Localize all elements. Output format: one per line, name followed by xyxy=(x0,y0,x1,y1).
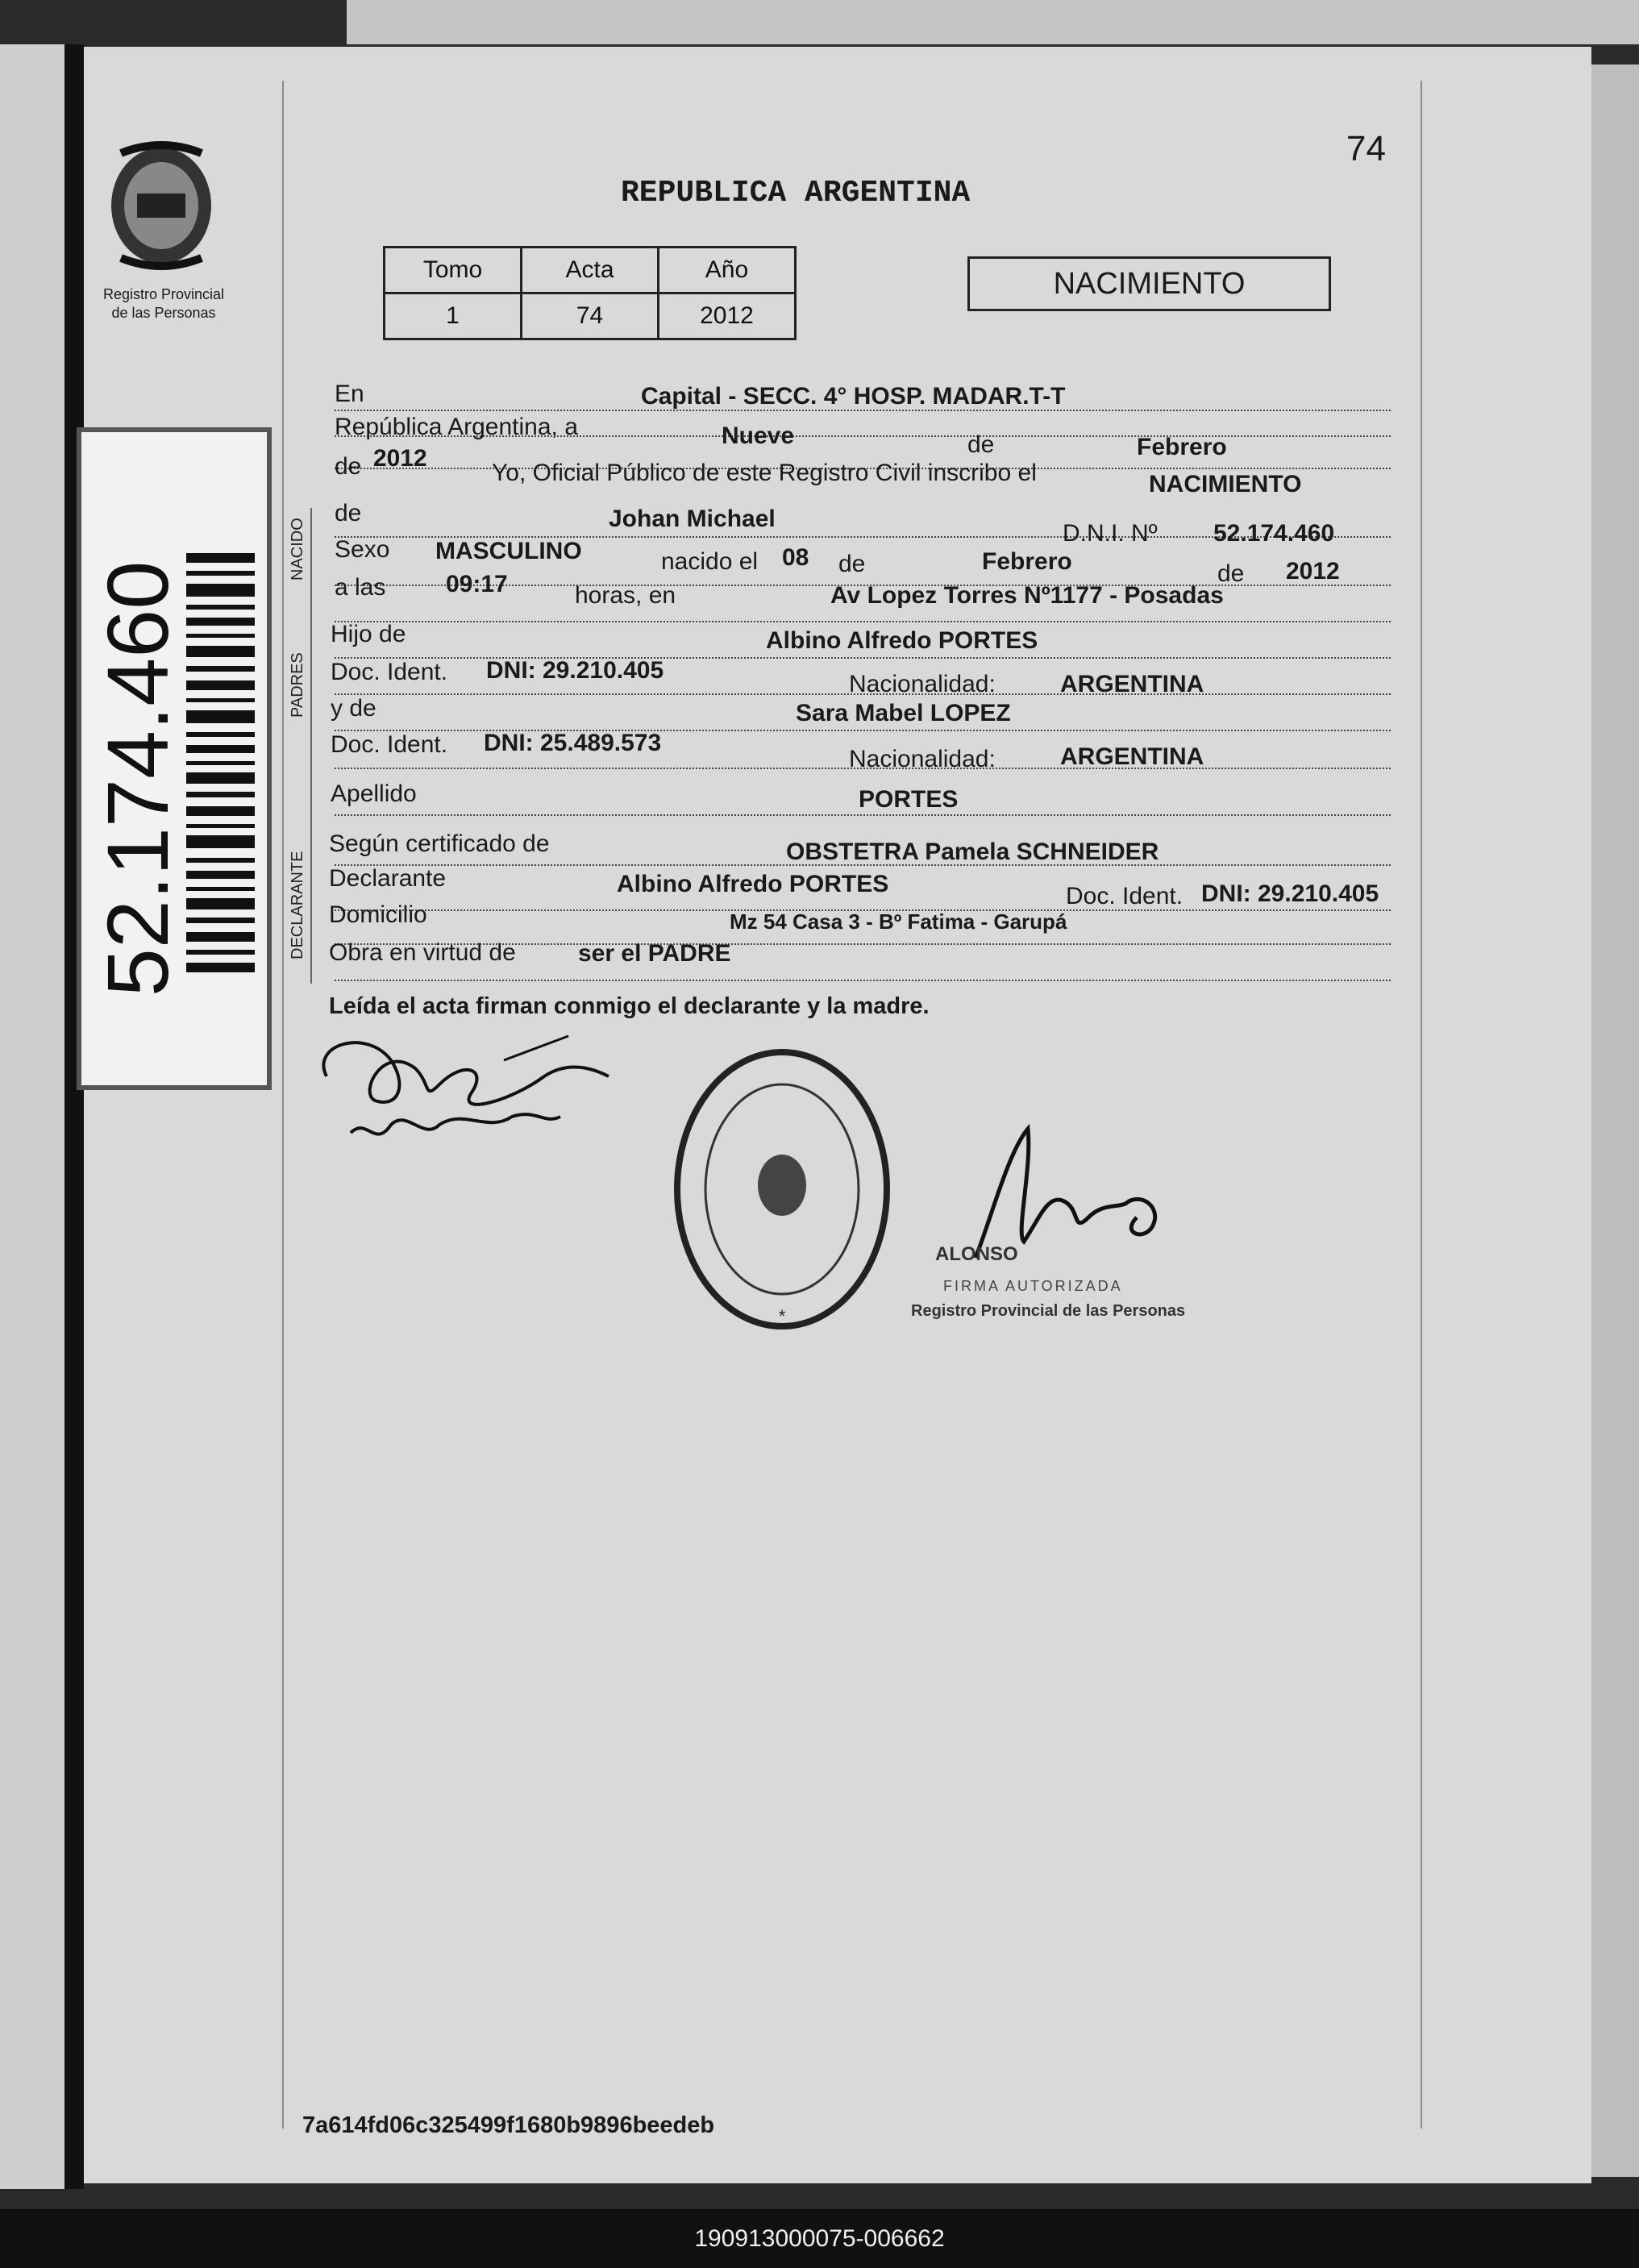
yde-label: y de xyxy=(331,695,376,722)
closing-statement: Leída el acta firman conmigo el declarante y la madre. xyxy=(329,993,930,1019)
cert-value: OBSTETRA Pamela SCHNEIDER xyxy=(786,839,1159,865)
anio-value: 2012 xyxy=(659,293,796,339)
apellido-label: Apellido xyxy=(331,780,417,807)
horas-label: horas, en xyxy=(575,582,676,609)
official-name: ALONSO xyxy=(935,1243,1018,1265)
de2-label: de xyxy=(335,453,362,480)
nombre-label: de xyxy=(335,500,362,526)
lugar-value: Av Lopez Torres Nº1177 - Posadas xyxy=(830,582,1224,609)
doc2-label: Doc. Ident. xyxy=(331,731,448,758)
left-page xyxy=(0,44,73,2189)
logo-caption-2: de las Personas xyxy=(111,305,216,321)
hijo-label: Hijo de xyxy=(331,621,406,647)
inscribo-value: NACIMIENTO xyxy=(1149,471,1302,497)
doc1-value: DNI: 29.210.405 xyxy=(486,657,664,684)
padre-value: Albino Alfredo PORTES xyxy=(766,627,1038,654)
anio-value: 2012 xyxy=(373,445,427,472)
dni-value: 52.174.460 xyxy=(1213,520,1335,547)
record-type-box: NACIMIENTO xyxy=(967,256,1331,311)
section-rule xyxy=(310,508,312,984)
nac-mes-value: Febrero xyxy=(982,548,1072,575)
sexo-value: MASCULINO xyxy=(435,538,582,564)
dni-label: D.N.I. Nº xyxy=(1063,520,1158,547)
apellido-value: PORTES xyxy=(859,786,959,813)
barcode-label xyxy=(77,427,272,1090)
document-title: REPUBLICA ARGENTINA xyxy=(621,176,971,210)
barcode-bars xyxy=(186,553,255,972)
republica-label: República Argentina, a xyxy=(335,414,578,440)
alas-label: a las xyxy=(335,574,386,601)
page-number: 74 xyxy=(1346,129,1386,169)
nac-de2-label: de xyxy=(1217,560,1245,587)
doc3-value: DNI: 29.210.405 xyxy=(1201,880,1379,907)
nac-de-label: de xyxy=(838,551,866,577)
nac2-value: ARGENTINA xyxy=(1060,743,1204,770)
nac1-label: Nacionalidad: xyxy=(849,671,996,697)
nac-anio-value: 2012 xyxy=(1286,558,1340,585)
doc3-label: Doc. Ident. xyxy=(1066,883,1183,909)
cert-label: Según certificado de xyxy=(329,830,550,857)
domicilio-value: Mz 54 Casa 3 - Bº Fatima - Garupá xyxy=(730,909,1067,934)
book-spine xyxy=(64,44,84,2189)
nac1-value: ARGENTINA xyxy=(1060,671,1204,697)
official-org: Registro Provincial de las Personas xyxy=(911,1302,1186,1320)
logo-caption-1: Registro Provincial xyxy=(102,286,225,302)
tomo-header: Tomo xyxy=(385,248,522,293)
de-label: de xyxy=(967,431,995,458)
official-stamp xyxy=(665,1036,899,1342)
domicilio-label: Domicilio xyxy=(329,901,427,928)
anio-header: Año xyxy=(659,248,796,293)
dia-value: Nueve xyxy=(722,422,795,449)
section-label-padres: PADRES xyxy=(289,652,306,718)
obra-label: Obra en virtud de xyxy=(329,939,516,966)
footer-id: 190913000075-006662 xyxy=(694,2225,945,2252)
nombre-value: Johan Michael xyxy=(609,506,776,532)
official-title: FIRMA AUTORIZADA xyxy=(943,1278,1123,1294)
mes-value: Febrero xyxy=(1137,434,1227,460)
svg-text:*: * xyxy=(778,1306,786,1326)
document-hash: 7a614fd06c325499f1680b9896beedeb xyxy=(302,2112,715,2138)
declarante-label: Declarante xyxy=(329,865,447,892)
book-top-edge xyxy=(347,0,1639,44)
declarant-signature xyxy=(302,1012,625,1173)
doc2-value: DNI: 25.489.573 xyxy=(484,730,662,756)
sexo-label: Sexo xyxy=(335,536,390,563)
acta-header: Acta xyxy=(522,248,659,293)
nac2-label: Nacionalidad: xyxy=(849,746,996,772)
barcode-number: 52.174.460 xyxy=(89,560,186,997)
section-label-nacido: NACIDO xyxy=(289,518,306,581)
dotted-line xyxy=(335,980,1391,981)
doc1-label: Doc. Ident. xyxy=(331,659,448,685)
province-seal-logo xyxy=(97,137,226,282)
dotted-line xyxy=(335,814,1391,816)
declarante-value: Albino Alfredo PORTES xyxy=(617,871,889,897)
inscribo-text: Yo, Oficial Público de este Registro Civil inscribo el xyxy=(492,460,1037,486)
acta-value: 74 xyxy=(522,293,659,339)
nacido-label: nacido el xyxy=(661,548,759,575)
en-value: Capital - SECC. 4° HOSP. MADAR.T-T xyxy=(641,383,1066,410)
madre-value: Sara Mabel LOPEZ xyxy=(796,700,1011,726)
record-table xyxy=(383,246,797,340)
tomo-value: 1 xyxy=(385,293,522,339)
obra-value: ser el PADRE xyxy=(578,940,731,967)
hora-value: 09:17 xyxy=(446,571,508,597)
en-label: En xyxy=(335,381,364,407)
nac-dia-value: 08 xyxy=(782,544,809,571)
dotted-line xyxy=(335,621,1391,622)
section-label-declarante: DECLARANTE xyxy=(289,851,306,959)
